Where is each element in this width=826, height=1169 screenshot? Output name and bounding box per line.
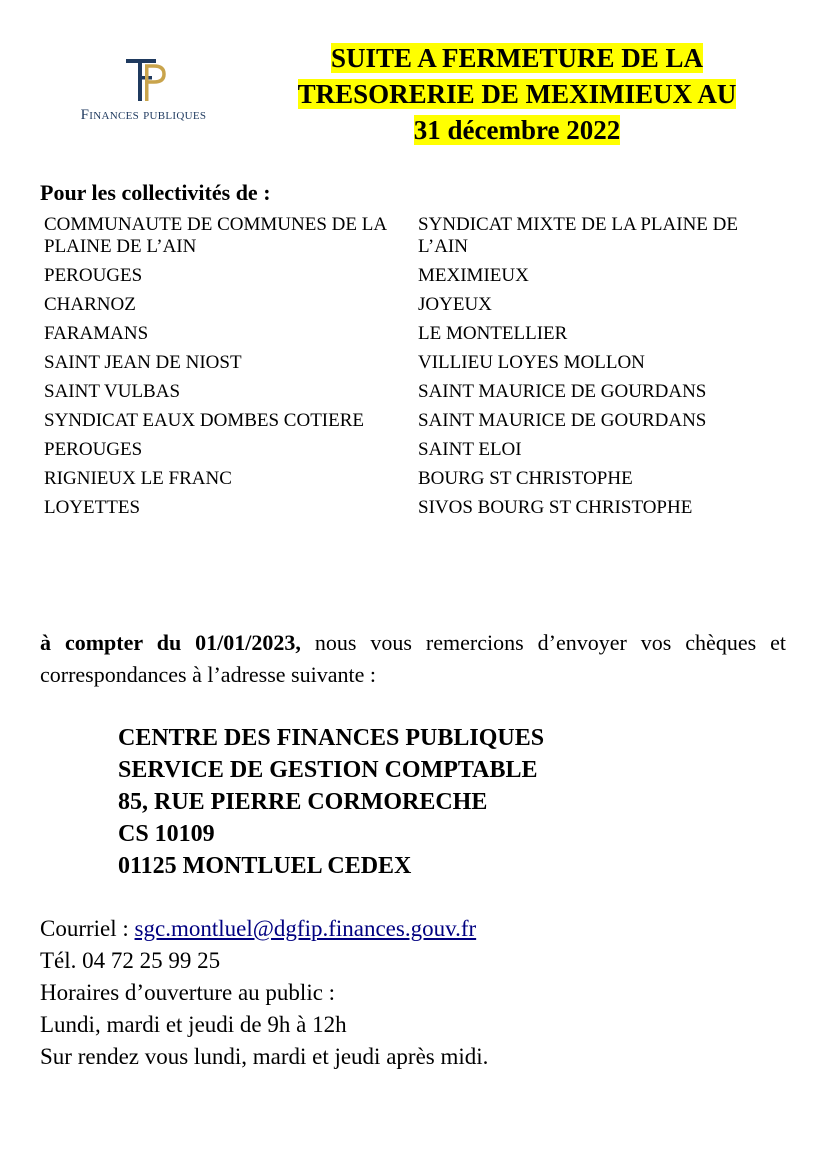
collectivite-right: SAINT ELOI: [418, 439, 522, 460]
intro-heading: Pour les collectivités de :: [40, 180, 271, 205]
opening-hours: Lundi, mardi et jeudi de 9h à 12h: [40, 1012, 347, 1037]
instruction-paragraph: [40, 627, 786, 691]
postal-address: [118, 722, 544, 882]
hours-label: Horaires d’ouverture au public :: [40, 980, 336, 1005]
collectivite-right: SIVOS BOURG ST CHRISTOPHE: [418, 497, 693, 518]
collectivite-left: CHARNOZ: [44, 294, 136, 315]
email-link[interactable]: sgc.montluel@dgfip.finances.gouv.fr: [134, 916, 477, 941]
title-line-2: TRESORERIE DE MEXIMIEUX AU: [297, 79, 737, 109]
table-row: [40, 212, 790, 263]
address-line-2: SERVICE DE GESTION COMPTABLE: [118, 757, 538, 783]
collectivite-left: PEROUGES: [44, 439, 143, 460]
collectivite-right: VILLIEU LOYES MOLLON: [418, 352, 645, 373]
notice-title: [262, 40, 772, 148]
collectivite-right: SAINT MAURICE DE GOURDANS: [418, 410, 707, 431]
collectivite-left: LOYETTES: [44, 497, 141, 518]
table-row: [40, 263, 790, 292]
address-line-5: 01125 MONTLUEL CEDEX: [118, 853, 412, 879]
effective-date: à compter du 01/01/2023,: [40, 630, 301, 655]
appointment-hours: Sur rendez vous lundi, mardi et jeudi après midi.: [40, 1044, 489, 1069]
table-row: [40, 350, 790, 379]
collectivite-left: SYNDICAT EAUX DOMBES COTIERE: [44, 410, 365, 431]
collectivite-left: SAINT VULBAS: [44, 381, 181, 402]
collectivite-right: LE MONTELLIER: [418, 323, 568, 344]
collectivite-left: COMMUNAUTE DE COMMUNES DE LA PLAINE DE L’AIN: [44, 214, 387, 257]
table-row: [40, 466, 790, 495]
instruction-text: nous vous remercions d’envoyer vos chèques et correspondances à l’adresse suivante :: [40, 630, 786, 687]
address-line-1: CENTRE DES FINANCES PUBLIQUES: [118, 725, 545, 751]
table-row: [40, 292, 790, 321]
phone-number: Tél. 04 72 25 99 25: [40, 948, 221, 973]
contact-info: [40, 913, 488, 1073]
collectivite-right: MEXIMIEUX: [418, 265, 529, 286]
fp-monogram-icon: [118, 54, 170, 104]
collectivite-left: FARAMANS: [44, 323, 149, 344]
email-label: Courriel :: [40, 916, 135, 941]
address-line-4: CS 10109: [118, 821, 215, 847]
table-row: [40, 495, 790, 524]
table-row: [40, 408, 790, 437]
table-row: [40, 379, 790, 408]
collectivite-left: SAINT JEAN DE NIOST: [44, 352, 242, 373]
collectivite-right: JOYEUX: [418, 294, 492, 315]
collectivite-left: PEROUGES: [44, 265, 143, 286]
title-line-1: SUITE A FERMETURE DE LA: [330, 43, 704, 73]
collectivite-right: SAINT MAURICE DE GOURDANS: [418, 381, 707, 402]
collectivites-table: [40, 212, 790, 524]
logo-text: Finances publiques: [80, 107, 207, 123]
table-row: [40, 437, 790, 466]
collectivite-right: BOURG ST CHRISTOPHE: [418, 468, 633, 489]
finances-publiques-logo: [46, 40, 241, 140]
table-row: [40, 321, 790, 350]
collectivite-right: SYNDICAT MIXTE DE LA PLAINE DE L’AIN: [418, 214, 738, 257]
address-line-3: 85, RUE PIERRE CORMORECHE: [118, 789, 488, 815]
collectivite-left: RIGNIEUX LE FRANC: [44, 468, 232, 489]
title-line-3: 31 décembre 2022: [413, 115, 621, 145]
